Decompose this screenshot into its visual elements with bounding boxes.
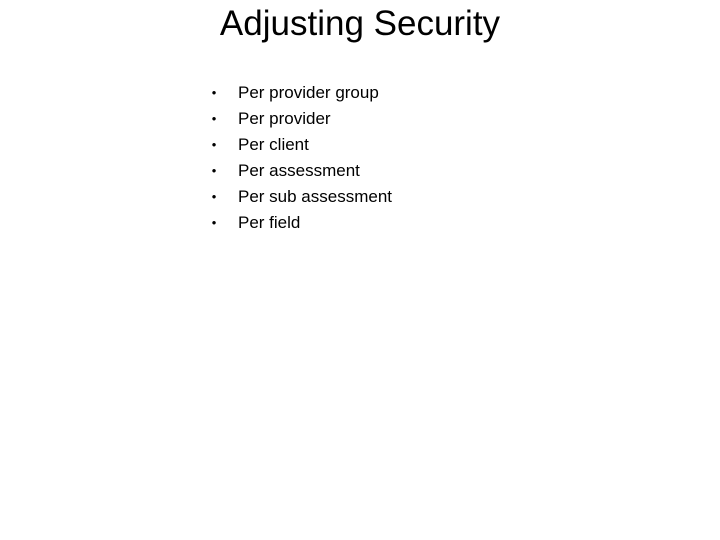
bullet-dot-icon: • (211, 85, 217, 100)
bullet-dot-icon: • (211, 137, 217, 152)
bullet-text: Per provider group (238, 83, 379, 102)
bullet-dot-icon: • (211, 163, 217, 178)
bullet-text: Per field (238, 213, 301, 232)
bullet-dot-icon: • (211, 111, 217, 126)
bullet-dot-icon: • (211, 215, 217, 230)
bullet-text: Per provider (238, 109, 331, 128)
bullet-text: Per sub assessment (238, 187, 393, 206)
bullet-dot-icon: • (211, 189, 217, 204)
slide-title: Adjusting Security (219, 4, 501, 43)
bullet-text: Per assessment (238, 161, 360, 180)
bullet-text: Per client (238, 135, 309, 154)
